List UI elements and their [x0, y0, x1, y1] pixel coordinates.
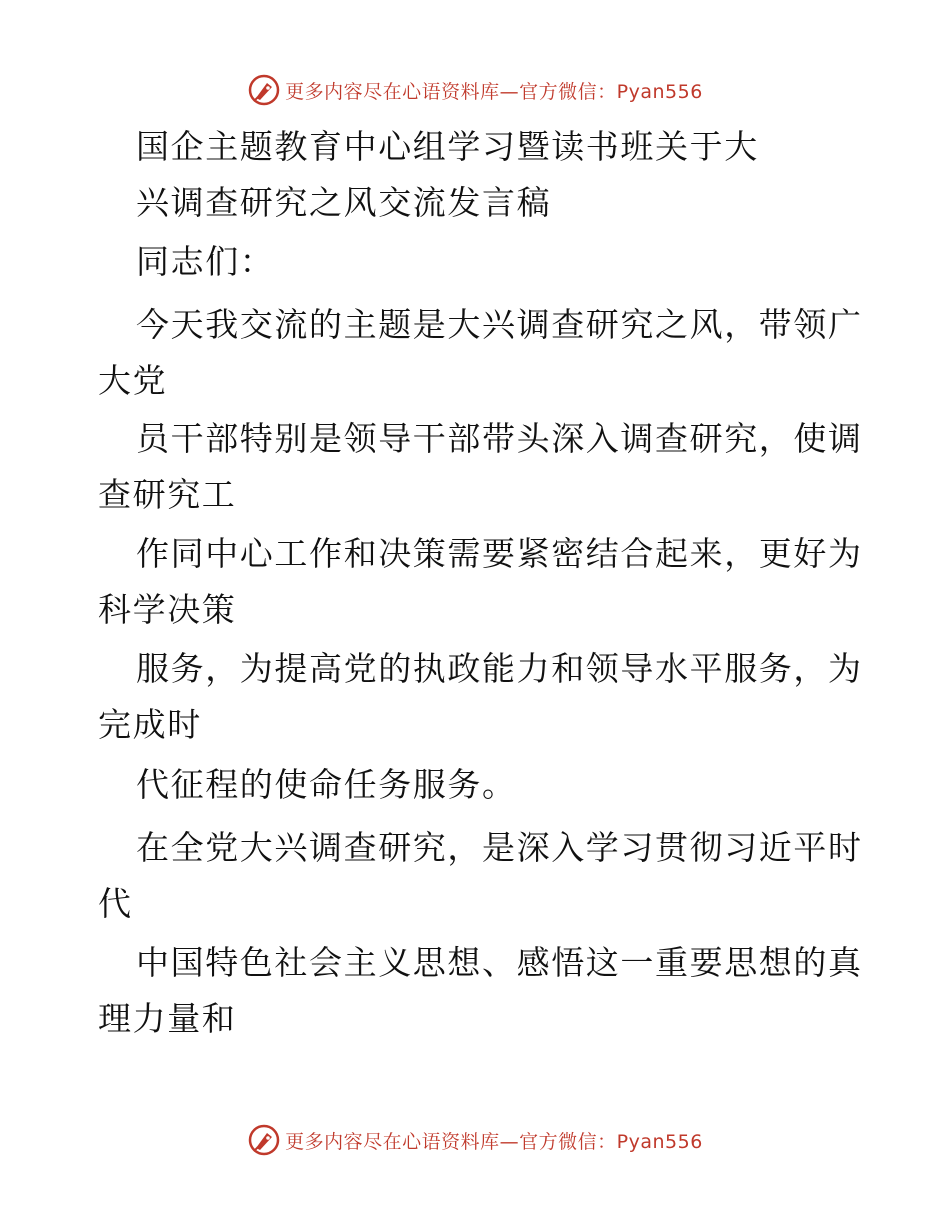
paragraph-line: 代 [98, 884, 133, 923]
paragraph-line: 查研究工 [98, 475, 237, 514]
paragraph-line: 员干部特别是领导干部带头深入调查研究，使调 [136, 419, 863, 458]
footer-watermark-banner [0, 1120, 950, 1160]
banner-text: 更多内容尽在心语资料库—官方微信：Pyan556 [285, 1130, 703, 1153]
paragraph-line: 科学决策 [98, 590, 237, 629]
pen-nib-logo-icon [247, 1123, 281, 1157]
title-line-1: 国企主题教育中心组学习暨读书班关于大 [136, 127, 759, 166]
paragraph-line: 作同中心工作和决策需要紧密结合起来，更好为 [136, 534, 863, 573]
paragraph-line: 今天我交流的主题是大兴调查研究之风，带领广 [136, 305, 863, 344]
paragraph-line: 理力量和 [98, 999, 237, 1038]
paragraph-line: 完成时 [98, 705, 202, 744]
banner-text: 更多内容尽在心语资料库—官方微信：Pyan556 [285, 80, 703, 103]
salutation: 同志们： [136, 242, 275, 281]
title-line-2: 兴调查研究之风交流发言稿 [136, 183, 552, 222]
header-watermark-banner [0, 70, 950, 110]
paragraph-line: 在全党大兴调查研究，是深入学习贯彻习近平时 [136, 828, 863, 867]
pen-nib-logo-icon [247, 73, 281, 107]
paragraph-line: 大党 [98, 361, 168, 400]
paragraph-line: 代征程的使命任务服务。 [136, 765, 517, 804]
paragraph-line: 服务，为提高党的执政能力和领导水平服务，为 [136, 649, 863, 688]
paragraph-line: 中国特色社会主义思想、感悟这一重要思想的真 [136, 943, 863, 982]
